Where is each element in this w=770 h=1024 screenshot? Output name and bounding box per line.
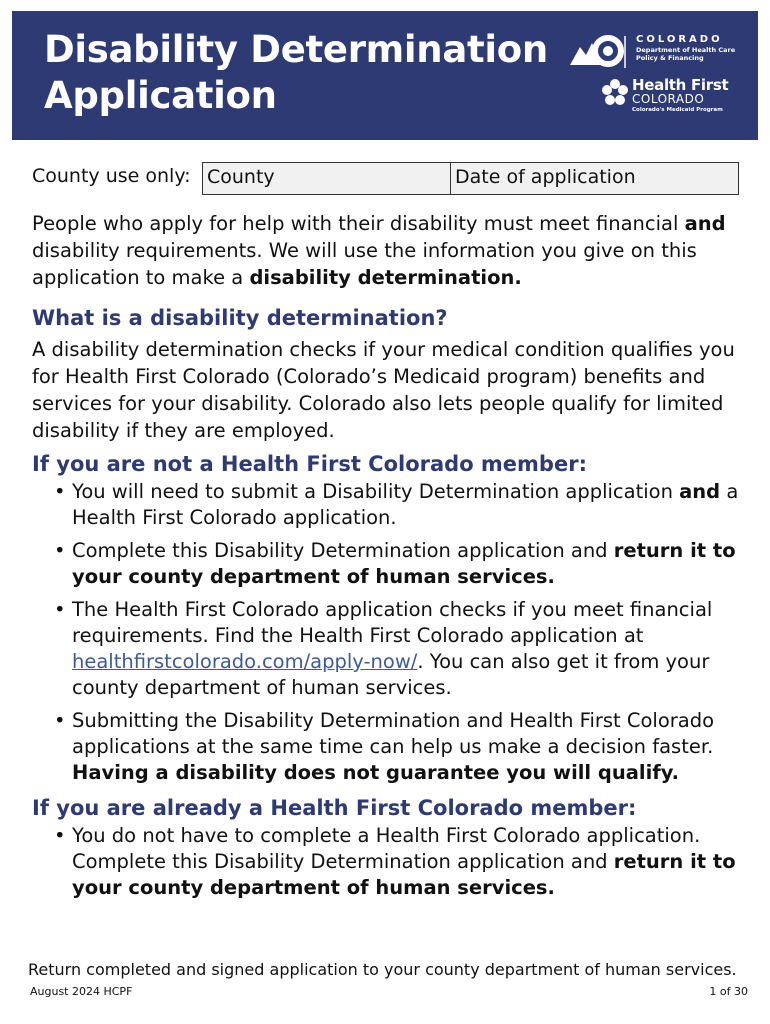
bullet-text: You do not have to complete a Health First Colorado application. Complete this Disability Determination application and	[72, 824, 701, 873]
date-of-application-field[interactable]: Date of application	[450, 162, 739, 195]
colorado-seal-icon	[568, 33, 630, 71]
intro-paragraph	[32, 210, 744, 291]
return-instructions: Return completed and signed application to your county department of human services.	[28, 960, 737, 979]
not-member-heading: If you are not a Health First Colorado member:	[32, 452, 587, 476]
main-content	[32, 210, 744, 908]
intro-bold-1: and	[684, 212, 726, 235]
list-item	[32, 538, 744, 590]
intro-text-1: People who apply for help with their disability must meet financial	[32, 212, 685, 235]
colorado-hcpf-logo	[568, 33, 748, 73]
bullet-bold: and	[679, 480, 721, 503]
health-first-text	[632, 77, 750, 115]
bullet-text: Complete this Disability Determination application and	[72, 539, 614, 562]
bullet-bold: return it to your county department of human services.	[72, 539, 736, 588]
bullet-bold: return it to your county department of human services.	[72, 850, 736, 899]
health-first-flower-icon	[600, 77, 630, 107]
what-is-paragraph: A disability determination checks if your medical condition qualifies you for Health First Colorado (Colorado’s Medicaid program) benefits and services for your disability. Colorado also lets people qualify for limited disability if they are employed.	[32, 338, 735, 442]
already-member-heading: If you are already a Health First Colorado member:	[32, 796, 637, 820]
county-use-section	[32, 162, 742, 196]
list-item	[32, 597, 744, 701]
document-header	[12, 11, 758, 140]
dept-name-line-1: Department of Health Care	[636, 46, 736, 54]
intro-bold-2: disability determination.	[249, 266, 522, 289]
already-member-list	[32, 823, 744, 901]
footer-date-code: August 2024 HCPF	[30, 985, 133, 998]
list-item	[32, 479, 744, 531]
title-line-2: Application	[44, 74, 277, 117]
bullet-text: a Health First Colorado application.	[72, 480, 739, 529]
bullet-bold: Having a disability does not guarantee you will qualify.	[72, 761, 680, 784]
what-is-heading: What is a disability determination?	[32, 306, 448, 330]
bullet-text: The Health First Colorado application checks if you meet financial requirements. Find the Health First Colorado application at	[72, 598, 713, 647]
county-field[interactable]: County	[202, 162, 452, 195]
apply-now-link[interactable]: healthfirstcolorado.com/apply-now/	[72, 650, 418, 673]
not-member-list	[32, 479, 744, 786]
list-item	[32, 823, 744, 901]
health-first-tagline: Colorado's Medicaid Program	[632, 107, 723, 113]
document-title	[44, 27, 548, 119]
health-first-state: COLORADO	[632, 92, 705, 106]
intro-text-2: disability requirements. We will use the information you give on this application to make a	[32, 239, 697, 289]
dept-name-line-2: Policy & Financing	[636, 54, 704, 62]
page-number: 1 of 30	[709, 985, 748, 998]
list-item	[32, 708, 744, 786]
colorado-state-text: COLORADO	[636, 34, 723, 45]
county-use-label: County use only:	[32, 165, 191, 187]
health-first-colorado-logo	[600, 77, 750, 133]
bullet-text: Submitting the Disability Determination and Health First Colorado applications at the same time can help us make a decision faster.	[72, 709, 715, 758]
bullet-text: . You can also get it from your county department of human services.	[72, 650, 710, 699]
colorado-dept-text	[636, 34, 748, 62]
bullet-text: You will need to submit a Disability Determination application	[72, 480, 680, 503]
title-line-1: Disability Determination	[44, 28, 548, 71]
health-first-name: Health First	[632, 76, 729, 94]
